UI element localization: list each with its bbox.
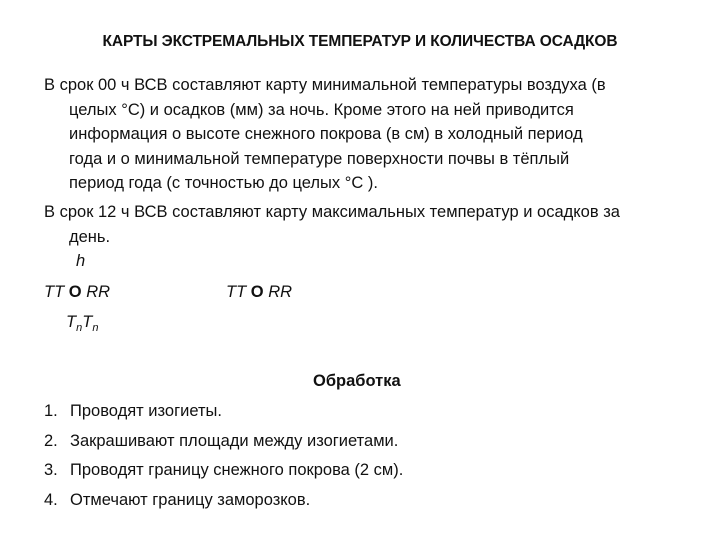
tn-subscript: n [92, 322, 99, 334]
list-item [44, 397, 403, 427]
list-text: Отмечают границу заморозков. [70, 490, 311, 509]
temperature-symbol: TT [44, 283, 65, 301]
list-item [44, 456, 403, 486]
soil-temperature-symbol [66, 313, 98, 334]
paragraph-night-map [44, 73, 684, 196]
paragraph-line: В срок 00 ч ВСВ составляют карту минимальной температуры воздуха (в [44, 76, 606, 94]
paragraph-line: день. [69, 227, 111, 246]
tn-subscript: n [76, 322, 83, 334]
processing-heading: Обработка [313, 372, 401, 390]
station-model-night [44, 283, 110, 302]
tn-letter: T [66, 313, 77, 331]
paragraph-line: информация о высоте снежного покрова (в см) в холодный период [69, 125, 583, 143]
tn-letter: T [82, 313, 93, 331]
processing-steps-list [44, 397, 403, 515]
list-number: 1. [44, 402, 58, 420]
list-text: Закрашивают площади между изогиетами. [70, 431, 399, 450]
list-text: Проводят границу снежного покрова (2 см). [70, 461, 404, 479]
paragraph-line: период года (с точностью до целых °С ). [69, 174, 378, 192]
list-number: 4. [44, 490, 58, 509]
slide-title: КАРТЫ ЭКСТРЕМАЛЬНЫХ ТЕМПЕРАТУР И КОЛИЧЕСТВА ОСАДКОВ [102, 33, 618, 50]
list-number: 2. [44, 431, 58, 450]
list-text: Проводят изогиеты. [70, 402, 222, 420]
precipitation-symbol: RR [86, 283, 111, 301]
list-item [44, 486, 403, 516]
station-circle-symbol: O [68, 283, 82, 301]
precipitation-symbol: RR [268, 283, 293, 301]
station-model-day [226, 283, 292, 302]
list-item [44, 427, 403, 457]
temperature-symbol: TT [226, 283, 247, 301]
snow-height-symbol: h [76, 252, 86, 270]
list-number: 3. [44, 461, 58, 479]
paragraph-day-map [44, 200, 684, 249]
paragraph-line: года и о минимальной температуре поверхности почвы в тёплый [69, 149, 570, 168]
paragraph-line: целых °С) и осадков (мм) за ночь. Кроме этого на ней приводится [69, 100, 574, 119]
paragraph-line: В срок 12 ч ВСВ составляют карту максимальных температур и осадков за [44, 203, 620, 221]
station-circle-symbol: O [250, 283, 264, 301]
